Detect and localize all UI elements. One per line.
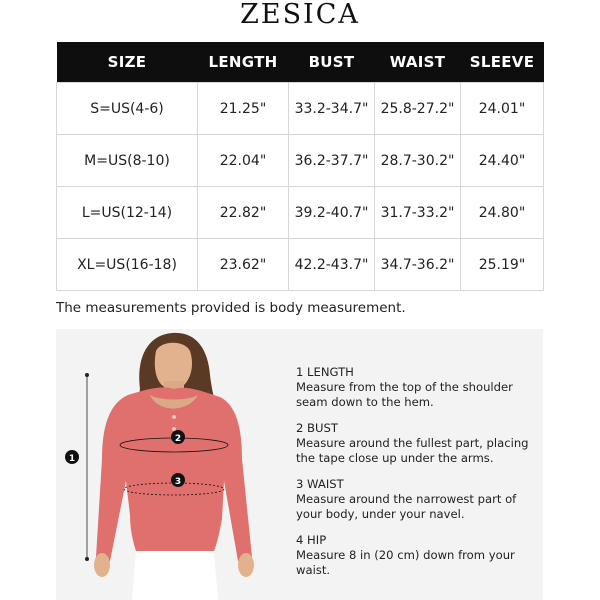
cell-length: 23.62" [198,239,289,291]
marker-3-label: 3 [174,477,182,487]
cell-bust: 39.2-40.7" [289,187,375,239]
step-description: Measure around the fullest part, placing the tape close up under the arms. [296,436,529,465]
header-bust: BUST [289,42,375,83]
measurement-note: The measurements provided is body measurement. [56,300,406,316]
model-left-hand [94,553,110,577]
header-waist: WAIST [375,42,461,83]
cell-sleeve: 24.40" [461,135,544,187]
cell-sleeve: 24.01" [461,83,544,135]
cell-bust: 42.2-43.7" [289,239,375,291]
cell-sleeve: 25.19" [461,239,544,291]
step-description: Measure 8 in (20 cm) down from your waist. [296,548,515,577]
cell-waist: 28.7-30.2" [375,135,461,187]
cell-bust: 36.2-37.7" [289,135,375,187]
cell-size: M=US(8-10) [57,135,198,187]
cell-length: 22.82" [198,187,289,239]
table-row [57,83,544,135]
step-title: 4 HIP [296,533,327,547]
shirt-button [172,415,176,419]
model-pants [132,551,218,600]
step-length [296,365,536,410]
size-chart-header-row [57,42,544,83]
cell-sleeve: 24.80" [461,187,544,239]
length-line-bottom-dot [85,557,89,561]
step-title: 3 WAIST [296,477,344,491]
cell-length: 21.25" [198,83,289,135]
size-chart-table [56,42,544,291]
measuring-guide-panel [56,329,543,600]
step-bust [296,421,536,466]
table-row [57,239,544,291]
cell-size: L=US(12-14) [57,187,198,239]
cell-waist: 31.7-33.2" [375,187,461,239]
cell-length: 22.04" [198,135,289,187]
model-illustration [56,329,296,600]
length-line-top-dot [85,373,89,377]
measurement-steps [296,365,536,589]
model-right-hand [238,553,254,577]
marker-2-label: 2 [174,434,182,444]
step-title: 1 LENGTH [296,365,354,379]
cell-waist: 34.7-36.2" [375,239,461,291]
shirt-button [172,427,176,431]
cell-size: XL=US(16-18) [57,239,198,291]
table-row [57,135,544,187]
cell-bust: 33.2-34.7" [289,83,375,135]
step-description: Measure from the top of the shoulder seam down to the hem. [296,380,513,409]
step-description: Measure around the narrowest part of your body, under your navel. [296,492,517,521]
table-row [57,187,544,239]
header-size: SIZE [57,42,198,83]
step-waist [296,477,536,522]
cell-size: S=US(4-6) [57,83,198,135]
step-title: 2 BUST [296,421,338,435]
cell-waist: 25.8-27.2" [375,83,461,135]
header-sleeve: SLEEVE [461,42,544,83]
header-length: LENGTH [198,42,289,83]
brand-logo: ZESICA [240,0,360,30]
step-hip [296,533,536,578]
marker-1-label: 1 [68,454,76,464]
